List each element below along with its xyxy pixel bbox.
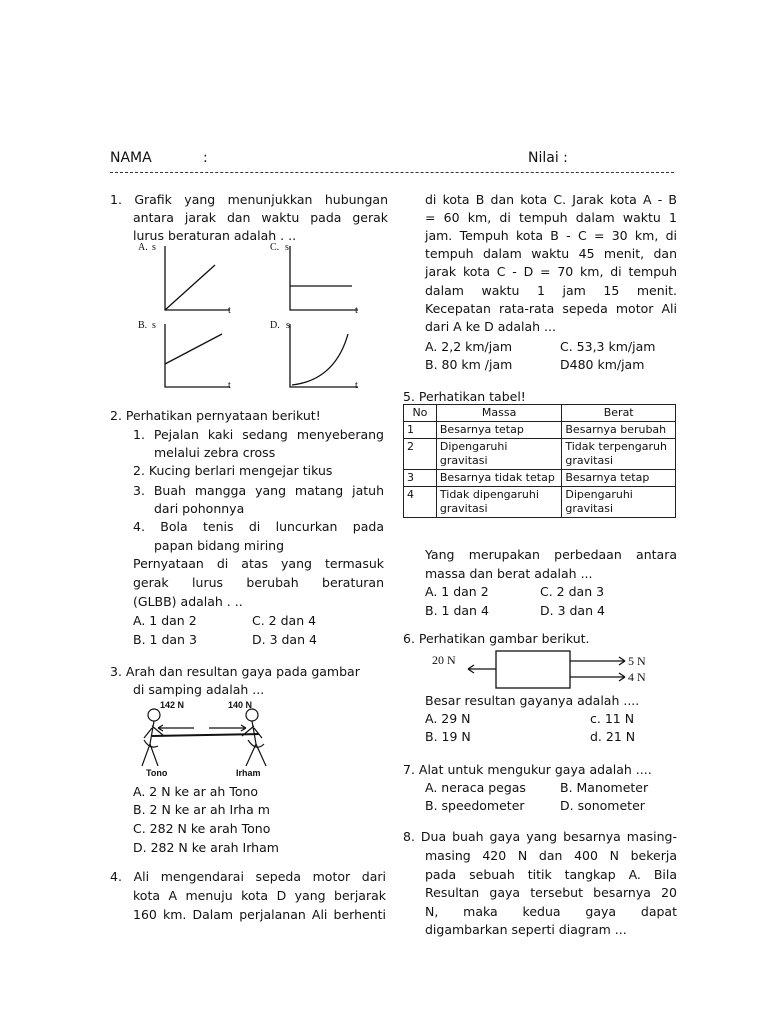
q1-graphs [130, 240, 380, 395]
graph-b-xlabel: t [228, 380, 231, 391]
table-cell: Dipengaruhi gravitasi [562, 487, 676, 518]
graph-c-xlabel: t [355, 305, 358, 316]
q4-cont-4: tempuh dalam waktu 45 menit, dan [425, 246, 677, 261]
q4-cont-8: dari A ke D adalah ... [425, 319, 556, 334]
graph-a-xlabel: t [228, 305, 231, 316]
force-left-value: 20 N [432, 653, 456, 667]
arrow-left [158, 725, 194, 731]
q7-option-c: B. speedometer [425, 798, 525, 813]
q6-intro: 6. Perhatikan gambar berikut. [403, 631, 590, 646]
table-header-weight: Berat [562, 405, 676, 422]
graph-d-axes [290, 324, 358, 387]
name-colon: : [203, 150, 208, 166]
table-cell: 1 [404, 422, 437, 439]
q2-item-2: 2. Kucing berlari mengejar tikus [133, 463, 333, 478]
graph-b-label: B. [138, 320, 148, 331]
q2-item-1b: melalui zebra cross [154, 445, 276, 460]
q1-line-3: lurus beraturan adalah . .. [133, 228, 297, 243]
q2-item-4b: papan bidang miring [154, 538, 285, 553]
force-right-value-2: 4 N [628, 670, 646, 684]
graph-d-ylabel: s [286, 320, 290, 331]
table-row [404, 487, 676, 518]
q8-line-5: N, maka kedua gaya dapat [425, 904, 677, 919]
q2-stmt-2: gerak lurus berubah beraturan [133, 575, 384, 590]
q8-line-3: pada sebuah titik tangkap A. Bila [425, 867, 677, 882]
q3-option-d: D. 282 N ke arah Irham [133, 840, 279, 855]
name-right-label: Irham [236, 768, 261, 778]
table-header-mass: Massa [436, 405, 561, 422]
graph-a-ylabel: s [152, 242, 156, 253]
force-left-label: 142 N [160, 700, 185, 710]
q3-option-c: C. 282 N ke arah Tono [133, 821, 271, 836]
table-header-no: No [404, 405, 437, 422]
graph-d-curve [292, 334, 348, 385]
q2-option-c: C. 2 dan 4 [252, 613, 317, 628]
q8-line-1: 8. Dua buah gaya yang besarnya masing- [403, 829, 677, 844]
q4-option-a: A. 2,2 km/jam [425, 339, 513, 354]
q2-option-d: D. 3 dan 4 [252, 632, 317, 647]
q7-option-d: D. sonometer [560, 798, 645, 813]
q5-intro: 5. Perhatikan tabel! [403, 389, 526, 404]
table-cell: Besarnya tetap [436, 422, 561, 439]
q7-option-b: B. Manometer [560, 780, 649, 795]
person-left-head [148, 709, 160, 721]
arrow-right [209, 725, 246, 731]
table-row [404, 470, 676, 487]
q2-option-b: B. 1 dan 3 [133, 632, 197, 647]
force-right-value-1: 5 N [628, 654, 646, 668]
q6-option-b: B. 19 N [425, 729, 471, 744]
q1-line-2: antara jarak dan waktu pada gerak [133, 210, 388, 225]
table-cell: Besarnya berubah [562, 422, 676, 439]
graph-b-axes [165, 324, 230, 387]
mass-weight-table [403, 404, 676, 518]
graph-b-ylabel: s [152, 320, 156, 331]
q7-option-a: A. neraca pegas [425, 780, 526, 795]
q6-question: Besar resultan gayanya adalah .... [425, 693, 640, 708]
tug-of-war-illustration [134, 698, 274, 780]
q4-option-d: D480 km/jam [560, 357, 645, 372]
table-cell: 2 [404, 439, 437, 470]
q2-item-4: 4. Bola tenis di luncurkan pada [133, 519, 384, 534]
graph-c-axes [290, 246, 358, 310]
q3-option-a: A. 2 N ke ar ah Tono [133, 784, 259, 799]
q1-line-1: 1. Grafik yang menunjukkan hubungan [110, 192, 388, 207]
q4-cont-2: = 60 km, di tempuh dalam waktu 1 [425, 210, 677, 225]
q3-line-1: 3. Arah dan resultan gaya pada gambar [110, 664, 360, 679]
arrow-right-2 [570, 673, 625, 681]
graph-d-xlabel: t [355, 380, 358, 391]
q4-cont-3: jam. Tempuh kota B - C = 30 km, di [425, 228, 677, 243]
q6-option-c: c. 11 N [590, 711, 635, 726]
table-cell: 4 [404, 487, 437, 518]
graph-a-label: A. [138, 242, 148, 253]
table-cell: Tidak dipengaruhi gravitasi [436, 487, 561, 518]
table-cell: 3 [404, 470, 437, 487]
q8-line-6: digambarkan seperti diagram ... [425, 922, 627, 937]
q3-line-2: di samping adalah ... [133, 682, 265, 697]
score-label: Nilai : [528, 150, 568, 166]
q5-option-b: B. 1 dan 4 [425, 603, 489, 618]
table-header-row [404, 405, 676, 422]
q8-line-4: Resultan gaya tersebut besarnya 20 [425, 885, 677, 900]
q4-option-c: C. 53,3 km/jam [560, 339, 656, 354]
q4-cont-7: Kecepatan rata-rata sepeda motor Ali [425, 301, 677, 316]
q6-option-a: A. 29 N [425, 711, 471, 726]
q2-item-3: 3. Buah mangga yang matang jatuh [133, 483, 384, 498]
table-cell: Tidak terpengaruh gravitasi [562, 439, 676, 470]
q2-stmt-1: Pernyataan di atas yang termasuk [133, 556, 384, 571]
q5-option-d: D. 3 dan 4 [540, 603, 605, 618]
q2-intro: 2. Perhatikan pernyataan berikut! [110, 408, 321, 423]
graph-d-label: D. [270, 320, 280, 331]
q5-after-1: Yang merupakan perbedaan antara [425, 547, 677, 562]
q2-option-a: A. 1 dan 2 [133, 613, 197, 628]
force-diagram [428, 648, 658, 690]
divider [110, 172, 674, 173]
table-cell: Dipengaruhi gravitasi [436, 439, 561, 470]
table-cell: Besarnya tidak tetap [436, 470, 561, 487]
table-row [404, 422, 676, 439]
graph-a-line [165, 265, 215, 310]
name-left-label: Tono [146, 768, 168, 778]
q4-line-1: 4. Ali mengendarai sepeda motor dari [110, 869, 386, 884]
table-row [404, 439, 676, 470]
q4-cont-5: jarak kota C - D = 70 km, di tempuh [425, 264, 677, 279]
force-right-label: 140 N [228, 700, 253, 710]
person-right-head [246, 709, 258, 721]
q2-item-3b: dari pohonnya [154, 501, 245, 516]
q2-item-1: 1. Pejalan kaki sedang menyeberang [133, 427, 384, 442]
q4-cont-6: dalam waktu 1 jam 15 menit. [425, 283, 677, 298]
q5-after-2: massa dan berat adalah ... [425, 566, 593, 581]
q3-option-b: B. 2 N ke ar ah Irha m [133, 802, 270, 817]
name-label: NAMA [110, 150, 152, 166]
q4-line-3: 160 km. Dalam perjalanan Ali berhenti [133, 907, 386, 922]
graph-c-ylabel: s [285, 242, 289, 253]
q5-option-c: C. 2 dan 3 [540, 584, 605, 599]
graph-b-line [165, 334, 222, 364]
arrow-right-1 [570, 657, 625, 665]
box-object [496, 651, 570, 688]
table-cell: Besarnya tetap [562, 470, 676, 487]
q2-stmt-3: (GLBB) adalah . .. [133, 594, 243, 609]
q4-cont-1: di kota B dan kota C. Jarak kota A - B [425, 192, 677, 207]
q5-option-a: A. 1 dan 2 [425, 584, 489, 599]
q4-line-2: kota A menuju kota D yang berjarak [133, 888, 386, 903]
graph-c-label: C. [270, 242, 280, 253]
q6-option-d: d. 21 N [590, 729, 636, 744]
q8-line-2: masing 420 N dan 400 N bekerja [425, 848, 677, 863]
q4-option-b: B. 80 km /jam [425, 357, 513, 372]
q7-intro: 7. Alat untuk mengukur gaya adalah .... [403, 762, 652, 777]
